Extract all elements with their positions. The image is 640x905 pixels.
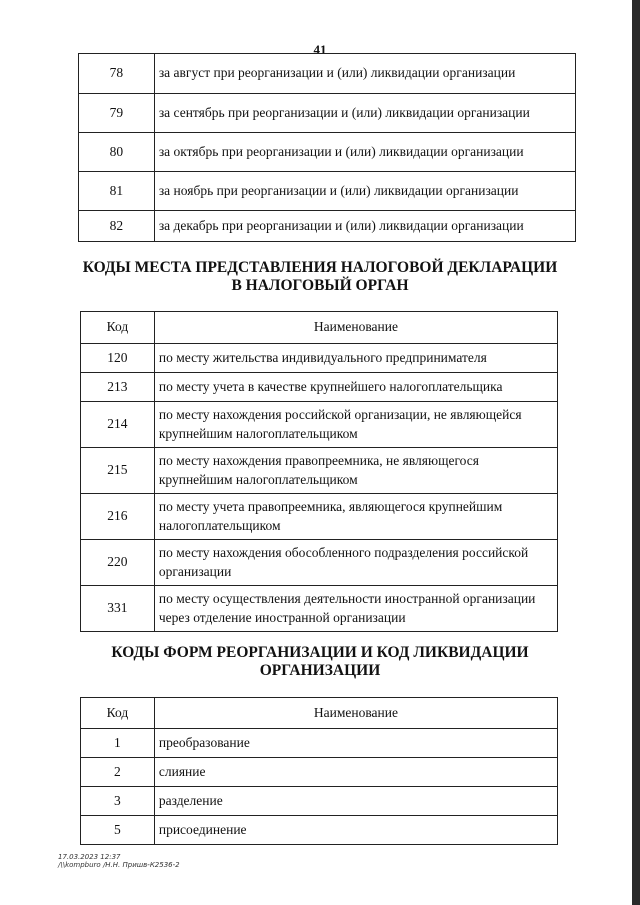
row-code: 1	[81, 729, 155, 758]
row-code: 215	[81, 448, 155, 494]
table-row	[81, 373, 558, 402]
heading-line: ОРГАНИЗАЦИИ	[259, 662, 381, 679]
heading-line: КОДЫ ФОРМ РЕОРГАНИЗАЦИИ И КОД ЛИКВИДАЦИИ	[111, 644, 529, 661]
table-row	[81, 402, 558, 448]
section-heading-place-codes	[70, 259, 570, 295]
row-name: по месту нахождения правопреемника, не являющегося крупнейшим налогоплательщиком	[154, 448, 557, 494]
row-code: 220	[81, 540, 155, 586]
row-name: за сентябрь при реорганизации и (или) ликвидации организации	[154, 94, 575, 133]
header-name: Наименование	[154, 698, 557, 729]
row-code: 3	[81, 787, 155, 816]
row-name: за ноябрь при реорганизации и (или) ликвидации организации	[154, 172, 575, 211]
header-code: Код	[81, 698, 155, 729]
row-code: 2	[81, 758, 155, 787]
table-header-row	[81, 698, 558, 729]
table-row	[79, 94, 576, 133]
row-code: 79	[79, 94, 155, 133]
table-row	[79, 211, 576, 242]
section-heading-reorganization-codes	[70, 644, 570, 680]
table-row	[81, 787, 558, 816]
page-number: 41	[313, 42, 327, 57]
row-name: слияние	[154, 758, 557, 787]
table-row	[81, 494, 558, 540]
row-name: за декабрь при реорганизации и (или) ликвидации организации	[154, 211, 575, 242]
table-header-row	[81, 312, 558, 344]
table-row	[81, 344, 558, 373]
header-code: Код	[81, 312, 155, 344]
document-stamp	[58, 853, 180, 869]
stamp-reference: /\\kompburo /Н.Н. Пришв-К2536-2	[58, 861, 180, 869]
row-name: по месту жительства индивидуального предпринимателя	[154, 344, 557, 373]
table-row	[81, 540, 558, 586]
row-name: по месту учета в качестве крупнейшего налогоплательщика	[154, 373, 557, 402]
row-code: 213	[81, 373, 155, 402]
table-row	[79, 133, 576, 172]
row-code: 214	[81, 402, 155, 448]
table-row	[81, 758, 558, 787]
row-name: по месту учета правопреемника, являющегося крупнейшим налогоплательщиком	[154, 494, 557, 540]
heading-line: КОДЫ МЕСТА ПРЕДСТАВЛЕНИЯ НАЛОГОВОЙ ДЕКЛАРАЦИИ	[82, 259, 558, 276]
row-code: 216	[81, 494, 155, 540]
page-edge	[632, 0, 640, 905]
row-code: 80	[79, 133, 155, 172]
table-row	[81, 816, 558, 845]
row-name: по месту осуществления деятельности иностранной организации через отделение иностранной организации	[154, 586, 557, 632]
row-name: присоединение	[154, 816, 557, 845]
table-place-codes	[80, 311, 558, 632]
row-name: за октябрь при реорганизации и (или) ликвидации организации	[154, 133, 575, 172]
table-row	[81, 448, 558, 494]
table-months-body	[79, 54, 576, 242]
row-name: за август при реорганизации и (или) ликвидации организации	[154, 54, 575, 94]
row-code: 81	[79, 172, 155, 211]
row-code: 82	[79, 211, 155, 242]
row-code: 5	[81, 816, 155, 845]
table-row	[79, 172, 576, 211]
header-name: Наименование	[154, 312, 557, 344]
row-code: 120	[81, 344, 155, 373]
stamp-timestamp: 17.03.2023 12:37	[58, 853, 121, 861]
row-name: разделение	[154, 787, 557, 816]
row-name: по месту нахождения обособленного подразделения российской организации	[154, 540, 557, 586]
row-code: 331	[81, 586, 155, 632]
row-name: преобразование	[154, 729, 557, 758]
row-code: 78	[79, 54, 155, 94]
table-row	[79, 54, 576, 94]
row-name: по месту нахождения российской организации, не являющейся крупнейшим налогоплательщиком	[154, 402, 557, 448]
heading-line: В НАЛОГОВЫЙ ОРГАН	[231, 277, 409, 294]
table-months	[78, 53, 576, 242]
table-reorganization-codes	[80, 697, 558, 845]
table-row	[81, 586, 558, 632]
table-row	[81, 729, 558, 758]
